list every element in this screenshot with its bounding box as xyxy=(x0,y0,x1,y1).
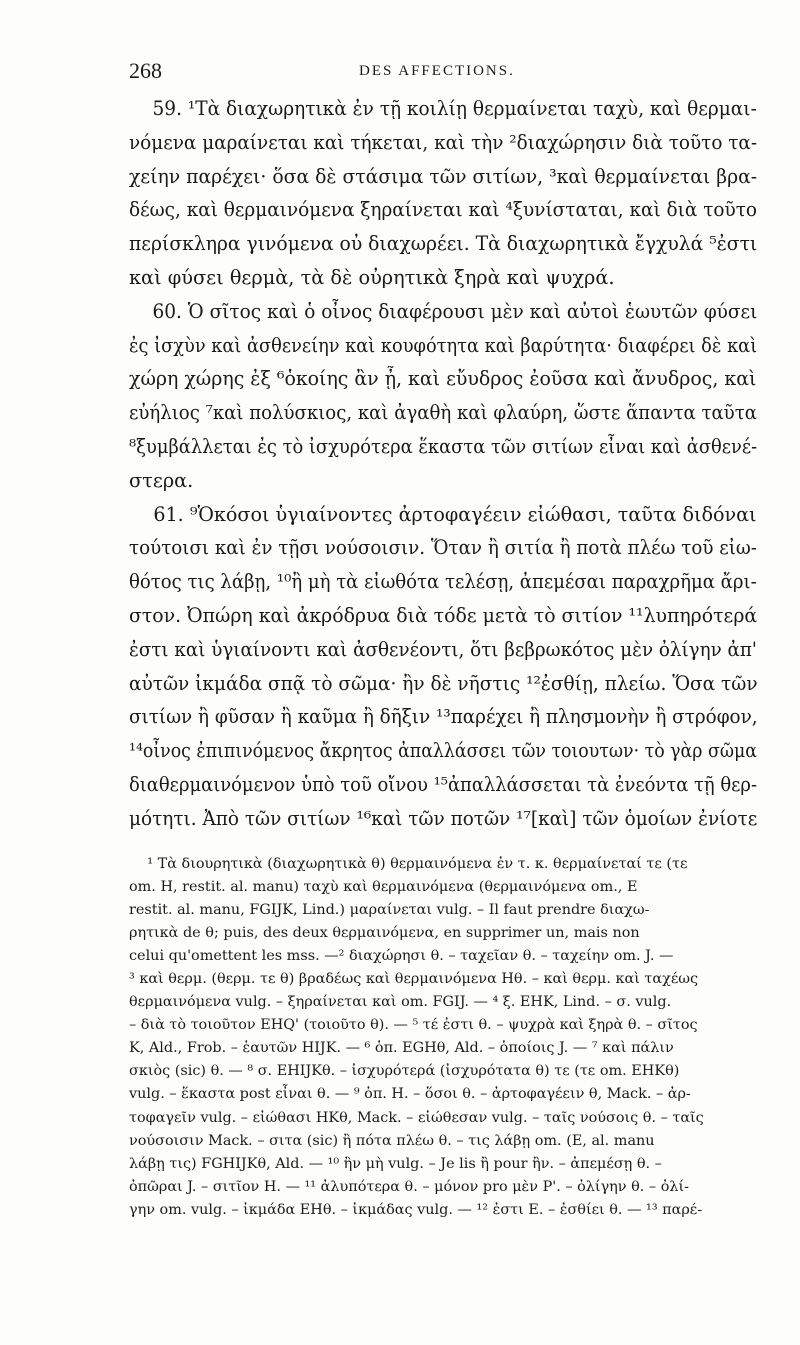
footnote-line: K, Ald., Frob. – ἑαυτῶν HIJK. — ⁶ ὁπ. EGHθ, Ald. – ὁποίοις J. — ⁷ καὶ πάλιν xyxy=(129,1040,674,1057)
text-line: 61. ⁹Ὁκόσοι ὑγιαίνοντες ἀρτοφαγέειν εἰώθασι, ταῦτα διδόναι xyxy=(129,502,757,526)
text-line: θότος τις λάβῃ, ¹⁰ἢ μὴ τὰ εἰωθότα τελέσῃ, ἀπεμέσαι παραχρῆμα ἄρι- xyxy=(129,570,757,594)
text-line: 59. ¹Τὰ διαχωρητικὰ ἐν τῇ κοιλίῃ θερμαίνεται ταχὺ, καὶ θερμαι- xyxy=(129,97,757,120)
footnote-line: σκιὸς (sic) θ. — ⁸ σ. EHIJKθ. – ἰσχυρότερά (ἰσχυρότατα θ) τε (τε om. EHKθ) xyxy=(129,1063,680,1080)
text-line: χώρη χώρης ἐξ ⁶ὁκοίης ἂν ᾖ, καὶ εὔυδρος ἐοῦσα καὶ ἄνυδρος, καὶ xyxy=(129,367,757,391)
footnote-line: ὀπῶραι J. – σιτῖον H. — ¹¹ ἀλυπότερα θ. – μόνον pro μὲν P'. – ὀλίγην θ. – ὀλί- xyxy=(129,1178,689,1195)
footnote-line: restit. al. manu, FGIJK, Lind.) μαραίνεται vulg. – Il faut prendre διαχω- xyxy=(129,902,650,919)
footnote-line: ¹ Τὰ διουρητικὰ (διαχωρητικὰ θ) θερμαινόμενα ἐν τ. κ. θερμαίνεταί τε (τε xyxy=(129,856,688,872)
text-line: ἐς ἰσχὺν καὶ ἀσθενείην καὶ κουφότητα καὶ βαρύτητα· διαφέρει δὲ καὶ xyxy=(129,333,757,357)
footnote-line: celui qu'omettent les mss. —² διαχώρησι θ. – ταχεῖαν θ. – ταχείην om. J. — xyxy=(129,948,674,965)
text-line: περίσκληρα γινόμενα οὐ διαχωρέει. Τὰ διαχωρητικὰ ἔγχυλά ⁵ἐστι xyxy=(129,232,758,256)
text-line: 60. Ὁ σῖτος καὶ ὁ οἶνος διαφέρουσι μὲν καὶ αὐτοὶ ἑωυτῶν φύσει xyxy=(129,299,758,323)
footnote-line: vulg. – ἕκαστα post εἶναι θ. — ⁹ ὁπ. H. – ὅσοι θ. – ἀρτοφαγέειν θ, Mack. – ἀρ- xyxy=(129,1086,691,1103)
text-line: ⁸ξυμβάλλεται ἐς τὸ ἰσχυρότερα ἕκαστα τῶν σιτίων εἶναι καὶ ἀσθενέ- xyxy=(129,434,757,458)
text-line: διαθερμαινόμενον ὑπὸ τοῦ οἴνου ¹⁵ἀπαλλάσσεται τὰ ἐνεόντα τῇ θερ- xyxy=(129,772,758,796)
footnote-line: γην om. vulg. – ἰκμάδα EHθ. – ἰκμάδας vulg. — ¹² ἐστι E. – ἐσθίει θ. — ¹³ παρέ- xyxy=(129,1201,703,1218)
running-head: DES AFFECTIONS. xyxy=(359,63,515,79)
text-line: στον. Ὀπώρη καὶ ἀκρόδρυα διὰ τόδε μετὰ τὸ σιτίον ¹¹λυπηρότερά xyxy=(129,603,757,627)
text-line: εὐήλιος ⁷καὶ πολύσκιος, καὶ ἀγαθὴ καὶ φλαύρη, ὥστε ἅπαντα ταῦτα xyxy=(129,401,757,425)
footnote-line: ³ καὶ θερμ. (θερμ. τε θ) βραδέως καὶ θερμαινόμενα Hθ. – καὶ θερμ. καὶ ταχέως xyxy=(129,971,699,988)
footnote-line: θερμαινόμενα vulg. – ξηραίνεται καὶ om. FGIJ. — ⁴ ξ. EHK, Lind. – σ. vulg. xyxy=(129,994,672,1011)
footnote-line: om. H, restit. al. manu) ταχὺ καὶ θερμαινόμενα (θερμαινόμενα om., E xyxy=(129,879,638,896)
text-line: χείην παρέχει· ὅσα δὲ στάσιμα τῶν σιτίων, ³καὶ θερμαίνεται βρα- xyxy=(129,164,758,188)
text-line: αὐτῶν ἰκμάδα σπᾷ τὸ σῶμα· ἢν δὲ νῆστις ¹²ἐσθίῃ, πλείω. Ὅσα τῶν xyxy=(129,671,758,695)
text-line: νόμενα μαραίνεται καὶ τήκεται, καὶ τὴν ²διαχώρησιν διὰ τοῦτο τα- xyxy=(129,130,757,154)
footnote-line: νούσοισιν Mack. – σιτα (sic) ἢ πότα πλέω θ. – τις λάβῃ om. (E, al. manu xyxy=(129,1132,655,1149)
text-line: ¹⁴οἶνος ἐπιπινόμενος ἄκρητος ἀπαλλάσσει τῶν τοιουτων· τὸ γὰρ σῶμα xyxy=(129,739,757,763)
footnote-line: – διὰ τὸ τοιοῦτον EHQ' (τοιοῦτο θ). — ⁵ τέ ἐστι θ. – ψυχρὰ καὶ ξηρὰ θ. – σῖτος xyxy=(129,1017,698,1034)
footnote-line: λάβῃ τις) FGHIJKθ, Ald. — ¹⁰ ἢν μὴ vulg. – Je lis ἢ pour ἢν. – ἀπεμέσῃ θ. – xyxy=(129,1155,662,1172)
text-line: ἐστι καὶ ὑγιαίνοντι καὶ ἀσθενέοντι, ὅτι βεβρωκότος μὲν ὀλίγην ἀπ' xyxy=(129,637,757,661)
page-number: 268 xyxy=(129,58,162,83)
footnote-line: τοφαγεῖν vulg. – εἰώθασι HKθ, Mack. – εἰώθεσαν vulg. – ταῖς νούσοις θ. – ταῖς xyxy=(129,1109,704,1126)
footnotes xyxy=(129,853,757,1222)
footnote-line: ρητικὰ de θ; puis, des deux θερμαινόμενα, en supprimer un, mais non xyxy=(129,925,640,942)
text-line: στερα. xyxy=(129,468,194,492)
page-header xyxy=(129,58,726,88)
text-line: τούτοισι καὶ ἐν τῇσι νούσοισιν. Ὅταν ἢ σιτία ἢ ποτὰ πλέω τοῦ εἰω- xyxy=(129,536,757,560)
text-line: καὶ φύσει θερμὰ, τὰ δὲ οὐρητικὰ ξηρὰ καὶ ψυχρά. xyxy=(129,265,615,289)
main-text xyxy=(129,92,757,836)
text-line: μότητι. Ἀπὸ τῶν σιτίων ¹⁶καὶ τῶν ποτῶν ¹⁷[καὶ] τῶν ὁμοίων ἐνίοτε xyxy=(129,806,758,830)
text-line: σιτίων ἢ φῦσαν ἢ καῦμα ἢ δῆξιν ¹³παρέχει ἢ πλησμονὴν ἢ στρόφον, xyxy=(129,705,758,729)
text-line: δέως, καὶ θερμαινόμενα ξηραίνεται καὶ ⁴ξυνίσταται, καὶ διὰ τοῦτο xyxy=(129,198,757,222)
